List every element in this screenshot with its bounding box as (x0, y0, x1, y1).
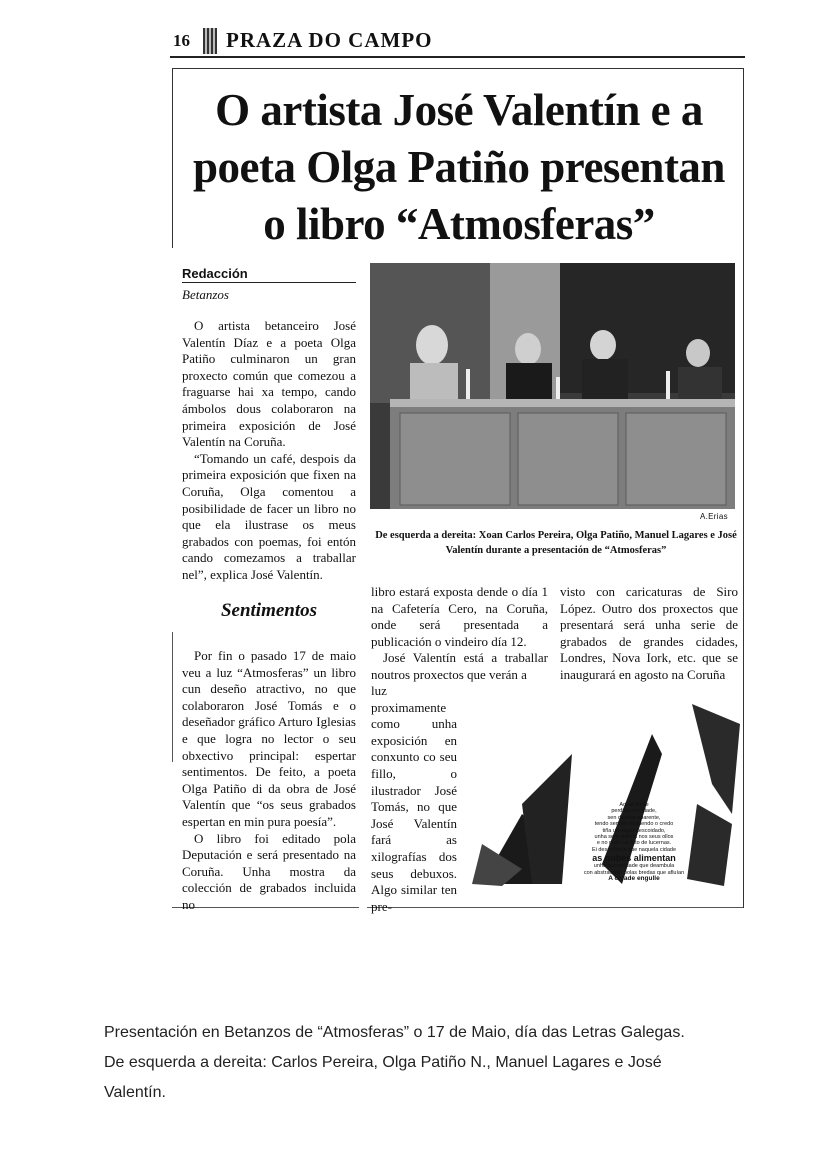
photo-caption: De esquerda a dereita: Xoan Carlos Pereira, Olga Patiño, Manuel Lagares e José Valentín durante a presentación de “Atmosferas” (375, 530, 737, 556)
archive-footnote: Presentación en Betanzos de “Atmosferas” o 17 de Maio, día das Letras Galegas. De esquerda a dereita: Carlos Pereira, Olga Patiño N., Manuel Lagares e José Valentín. (104, 1024, 685, 1101)
article-column-3 (560, 584, 738, 684)
poem-line: sen destino aparente, (607, 814, 661, 821)
poem-line: con abstracción polas bredas que afluían (583, 869, 685, 876)
poem-line: Ei descoñecía que naquela cidade (591, 846, 677, 853)
header-bar-ornament (203, 28, 217, 54)
event-photo-graphic (370, 263, 735, 509)
article-frame-left (172, 68, 173, 248)
article-frame-left-lower (172, 632, 173, 762)
paragraph: “Tomando un café, despois da primeira exposición que fixen na Coruña, Olga comentou a posibilidade de facer un libro no que ela ilustrase os meus grabados con poemas, foi entón cando comezamos a traballar nel”, explica José Valentín. (182, 450, 356, 582)
article-subheading: Sentimentos (220, 600, 318, 621)
photo-credit: A.Erias (700, 512, 728, 521)
article-column-2-narrow (371, 683, 457, 915)
article-byline: Redacción (182, 266, 248, 281)
poem-line: unha humanidade que deambula (593, 863, 675, 870)
article-frame-right (743, 68, 744, 908)
paragraph: José Valentín está a traballar noutros proxectos que verán a (371, 650, 548, 682)
article-location: Betanzos (182, 287, 229, 302)
article-column-2 (371, 584, 548, 684)
poem-line: e no puño un fato de lucernas. (596, 840, 672, 847)
newspaper-masthead: PRAZA DO CAMPO (226, 28, 433, 52)
paragraph: visto con caricaturas de Siro López. Outro dos proxectos que presentará será unha serie de grabados de grandes cidades, Londres, Nova Iork, etc. que se inaugurará en agosto na Coruña (560, 584, 738, 682)
byline-rule (182, 282, 356, 283)
poem-line: unha sede inferta nos seus ollos (594, 834, 674, 841)
poem-line: A cidade engulle (608, 875, 660, 883)
event-photo (370, 263, 735, 509)
paragraph: O artista betanceiro José Valentín Díaz e a poeta Olga Patiño culminaron un gran proxecto común que comezou a fraguarse hai xa tempo, cando ámbolos dous colaboraron na primeira exposición de José Valentín na Coruña. (182, 318, 356, 450)
article-column-1 (182, 318, 356, 584)
page-number: 16 (173, 31, 190, 50)
paragraph: luz proximamente como unha exposición en conxunto co seu fillo, o ilustrador José Tomás, no que José Valentín fará as xilografías dos seus debuxos. Algo similar ten pre- (371, 683, 457, 914)
article-column-1-continued (182, 648, 356, 914)
poem-line: tiña un vagar descoidado, (602, 827, 666, 834)
poem-line: Aquel home (619, 802, 649, 808)
article-frame-top (172, 68, 744, 69)
article-headline: O artista José Valentín e a poeta Olga Patiño presentan o libro “Atmosferas” (193, 85, 725, 249)
poem-line: tendo sempre incidendo o credo (594, 821, 674, 828)
paragraph: O libro foi editado pola Deputación e será presentado na Coruña. Unha mostra da colección de grabados incluida no (182, 830, 356, 912)
poem-line: as nubes alimentan (592, 853, 676, 864)
paragraph: libro estará exposta dende o día 1 na Cafetería Cero, na Coruña, onde será presentada a publicación o vindeiro día 12. (371, 584, 548, 649)
header-rule (170, 56, 745, 58)
poem-line: perdido na cidade, (611, 808, 657, 815)
woodcut-poem (574, 802, 694, 882)
woodcut-illustration (462, 694, 740, 886)
paragraph: Por fin o pasado 17 de maio veu a luz “Atmosferas” un libro cun deseño atractivo, no que colaboraron José Tomás e o deseñador gráfico Arturo Iglesias e que logra no lector o seu obxectivo principal: espertar sentimentos. De feito, a poeta Olga Patiño di da obra de José Valentín que “os seus grabados espertan en min pura poesía”. (182, 648, 356, 829)
